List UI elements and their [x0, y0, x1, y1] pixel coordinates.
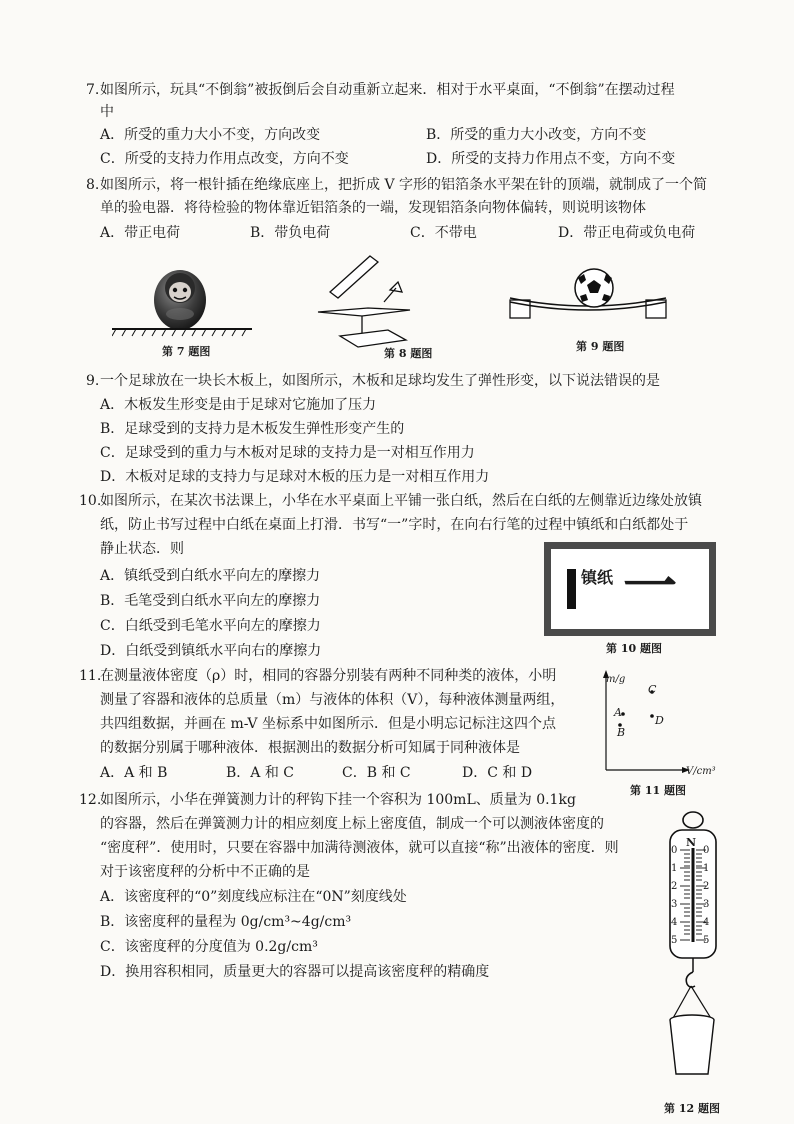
q10-option-b: B．毛笔受到白纸水平向左的摩擦力 — [100, 593, 321, 609]
q8-option-b: B．带负电荷 — [250, 225, 331, 241]
q12-number: 12. — [79, 792, 102, 808]
q12-scale-right-5: 5 — [703, 935, 710, 946]
q8-option-d: D．带正电荷或负电荷 — [558, 225, 696, 241]
q10-option-d: D．白纸受到镇纸水平向右的摩擦力 — [100, 643, 322, 659]
q12-scale-unit: N — [686, 836, 697, 849]
q12-scale-numbers-left — [671, 842, 681, 950]
q12-option-d: D．换用容积相同，质量更大的容器可以提高该密度秤的精确度 — [100, 964, 490, 980]
q9-option-c: C．足球受到的重力与木板对足球的支持力是一对相互作用力 — [100, 445, 475, 461]
q12-scale-numbers-right — [703, 842, 713, 950]
q9-option-d: D．木板对足球的支持力与足球对木板的压力是一对相互作用力 — [100, 469, 490, 485]
q11-stem-line2: 测量了容器和液体的总质量（m）与液体的体积（V），每种液体测量两组， — [100, 692, 565, 708]
q7-stem-line1: 如图所示，玩具“不倒翁”被扳倒后会自动重新立起来．相对于水平桌面，“不倒翁”在摆动过程 — [100, 82, 675, 98]
q8-option-a: A．带正电荷 — [100, 225, 181, 241]
q7-number: 7. — [86, 82, 100, 98]
q11-option-d: D．C 和 D — [462, 765, 533, 781]
q9-caption: 第 9 题图 — [576, 340, 625, 353]
q12-stem-line1: 如图所示，小华在弹簧测力计的秤钩下挂一个容积为 100mL、质量为 0.1kg — [100, 792, 576, 808]
q7-stem-line2: 中 — [100, 104, 114, 120]
q12-scale-left-3: 3 — [671, 899, 678, 910]
q11-stem-line1: 在测量液体密度（ρ）时，相同的容器分别装有两种不同种类的液体，小明 — [100, 668, 557, 684]
q11-caption: 第 11 题图 — [630, 784, 686, 797]
q9-option-b: B．足球受到的支持力是木板发生弹性形变产生的 — [100, 421, 405, 437]
q10-stem-line1: 如图所示，在某次书法课上，小华在水平桌面上平铺一张白纸，然后在白纸的左侧靠近边缘处放镇 — [100, 493, 702, 509]
q12-scale-left-2: 2 — [671, 881, 678, 892]
q9-stem: 一个足球放在一块长木板上，如图所示，木板和足球均发生了弹性形变，以下说法错误的是 — [100, 373, 660, 389]
q8-caption: 第 8 题图 — [384, 347, 433, 360]
q10-stem-line2: 纸，防止书写过程中白纸在桌面上打滑．书写“一”字时，在向右行笔的过程中镇纸和白纸都处于 — [100, 517, 689, 533]
q12-stem-line2: 的容器，然后在弹簧测力计的相应刻度上标上密度值，制成一个可以测液体密度的 — [100, 816, 604, 832]
q8-stem-line2: 单的验电器．将待检验的物体靠近铝箔条的一端，发现铝箔条向物体偏转，则说明该物体 — [100, 200, 646, 216]
q10-figure-paper — [551, 549, 709, 629]
q7-option-d: D．所受的支持力作用点不变，方向不变 — [426, 151, 676, 167]
q11-option-c: C．B 和 C — [342, 765, 411, 781]
q8-number: 8. — [86, 177, 100, 193]
q12-scale-left-5: 5 — [671, 935, 678, 946]
q12-scale-right-3: 3 — [703, 899, 710, 910]
q11-point-c-label: C — [648, 683, 657, 696]
q11-x-axis-label: V/cm³ — [686, 766, 716, 777]
q8-figure-electroscope — [310, 250, 430, 355]
q12-caption: 第 12 题图 — [664, 1102, 720, 1115]
q7-option-a: A．所受的重力大小不变，方向改变 — [100, 127, 321, 143]
q12-scale-right-4: 4 — [703, 917, 710, 928]
q10-option-c: C．白纸受到毛笔水平向左的摩擦力 — [100, 618, 321, 634]
q9-figure-football-board — [508, 262, 668, 324]
q8-option-c: C．不带电 — [410, 225, 477, 241]
q11-option-a: A．A 和 B — [100, 765, 168, 781]
q12-scale-left-0: 0 — [671, 845, 678, 856]
q11-point-b-label: B — [617, 726, 626, 739]
q11-number: 11. — [79, 668, 102, 684]
q12-scale-left-1: 1 — [671, 863, 678, 874]
q7-caption: 第 7 题图 — [162, 345, 211, 358]
q10-caption: 第 10 题图 — [606, 642, 662, 655]
q11-point-d-label: D — [655, 714, 664, 727]
q11-stem-line4: 的数据分别属于哪种液体．根据测出的数据分析可知属于同种液体是 — [100, 740, 520, 756]
q10-stem-line3: 静止状态．则 — [100, 541, 184, 557]
q12-scale-right-2: 2 — [703, 881, 710, 892]
q11-option-b: B．A 和 C — [226, 765, 295, 781]
q10-paperweight — [567, 569, 576, 609]
q11-stem-line3: 共四组数据，并画在 m-V 坐标系中如图所示．但是小明忘记标注这四个点 — [100, 716, 556, 732]
q11-point-a-label: A — [614, 706, 622, 719]
q7-option-c: C．所受的支持力作用点改变，方向不变 — [100, 151, 349, 167]
q12-stem-line3: “密度秤”．使用时，只要在容器中加满待测液体，就可以直接“称”出液体的密度．则 — [100, 840, 619, 856]
q10-number: 10. — [79, 493, 102, 509]
q12-stem-line4: 对于该密度秤的分析中不正确的是 — [100, 864, 310, 880]
q10-paperweight-label: 镇纸 — [581, 568, 614, 587]
q8-stem-line1: 如图所示，将一根针插在绝缘底座上，把折成 V 字形的铝箔条水平架在针的顶端，就制成了一个简 — [100, 177, 708, 193]
q12-scale-right-0: 0 — [703, 845, 710, 856]
q9-number: 9. — [86, 373, 100, 389]
q12-scale-left-4: 4 — [671, 917, 678, 928]
q10-figure-desk — [544, 542, 716, 636]
q12-scale-right-1: 1 — [703, 863, 710, 874]
q9-option-a: A．木板发生形变是由于足球对它施加了压力 — [100, 397, 377, 413]
q12-option-c: C．该密度秤的分度值为 0.2g/cm³ — [100, 939, 318, 955]
q7-option-b: B．所受的重力大小改变，方向不变 — [426, 127, 647, 143]
q11-y-axis-label: m/g — [606, 674, 626, 685]
q7-figure-tumbler — [112, 258, 252, 338]
q12-option-b: B．该密度秤的量程为 0g/cm³~4g/cm³ — [100, 914, 352, 930]
q10-option-a: A．镇纸受到白纸水平向左的摩擦力 — [100, 568, 321, 584]
q10-written-character: 一 — [623, 554, 677, 618]
q12-option-a: A．该密度秤的“0”刻度线应标注在“0N”刻度线处 — [100, 889, 407, 905]
